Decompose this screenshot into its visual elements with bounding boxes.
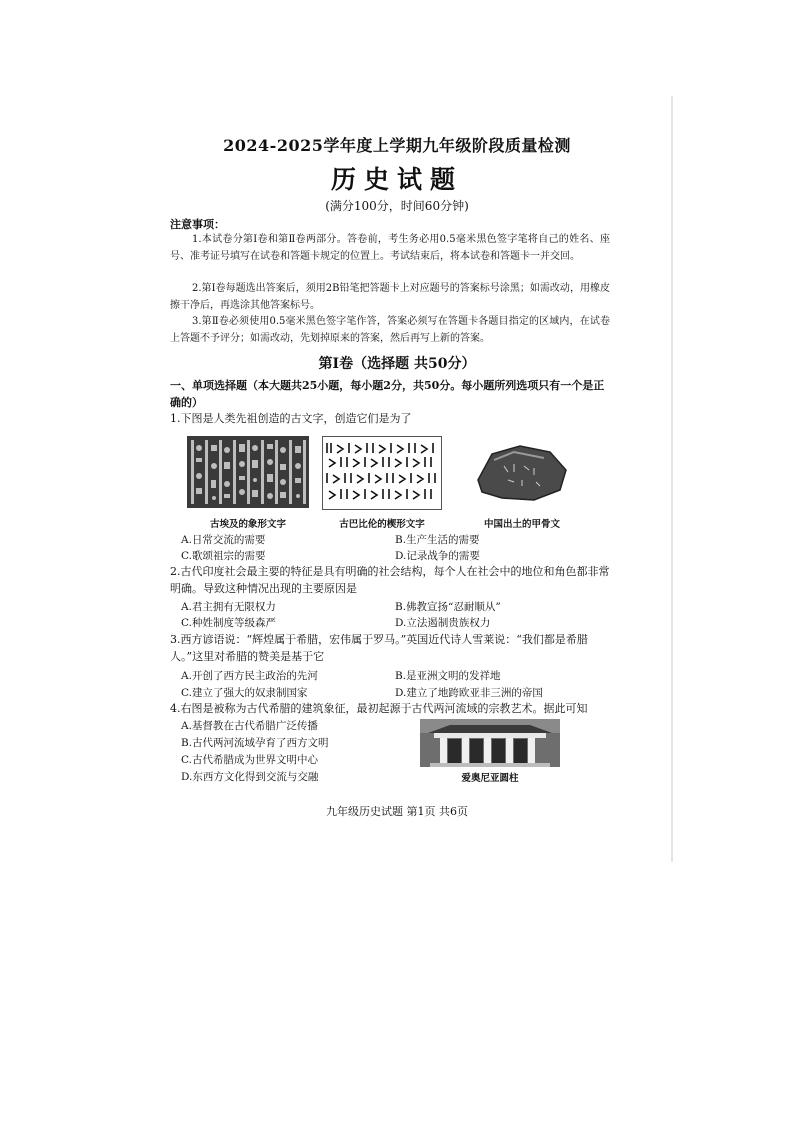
question-3-stem: 3.西方谚语说：“辉煌属于希腊，宏伟属于罗马。”英国近代诗人雪莱说：“我们都是希腊人。”这里对希腊的赞美是基于它	[170, 633, 588, 663]
q3-option-a: A.开创了西方民主政治的先河	[181, 670, 318, 682]
ionic-columns-image	[420, 719, 560, 767]
egyptian-hieroglyphs-image	[187, 436, 309, 508]
score-time: (满分100分，时间60分钟)	[325, 199, 469, 213]
q1-option-d: D.记录战争的需要	[395, 550, 480, 562]
q2-option-a: A.君主拥有无限权力	[181, 601, 276, 613]
question-4-stem: 4.右图是被称为古代希腊的建筑象征，最初起源于古代两河流域的宗教艺术。据此可知	[170, 702, 588, 715]
question-2-stem: 2.古代印度社会最主要的特征是具有明确的社会结构，每个人在社会中的地位和角色都非常明确。导致这种情况出现的主要原因是	[170, 565, 610, 595]
q1-caption-egypt: 古埃及的象形文字	[209, 519, 286, 530]
q1-option-b: B.生产生活的需要	[395, 534, 480, 546]
notice-item-2: 2.第Ⅰ卷每题选出答案后，须用2B铅笔把答题卡上对应题号的答案标号涂黑；如需改动，用橡皮擦干净后，再选涂其他答案标号。	[170, 283, 610, 311]
notice-item-3: 3.第Ⅱ卷必须使用0.5毫米黑色签字笔作答，答案必须写在答题卡各题目指定的区域内，在试卷上答题不予评分；如需改动，先划掉原来的答案，然后再写上新的答案。	[170, 316, 610, 344]
subject-title: 历史试题	[330, 165, 463, 194]
notice-heading: 注意事项：	[170, 218, 225, 231]
part-intro: 一、单项选择题（本大题共25小题，每小题2分，共50分。每小题所列选项只有一个是正确的）	[170, 379, 605, 409]
babylonian-cuneiform-image	[322, 436, 442, 510]
q2-option-b: B.佛教宣扬“忍耐顺从”	[395, 601, 501, 613]
notice-item-1: 1.本试卷分第Ⅰ卷和第Ⅱ卷两部分。答卷前，考生务必用0.5毫米黑色签字笔将自己的姓名、座号、准考证号填写在试卷和答题卡规定的位置上。考试结束后，将本试卷和答题卡一并交回。	[170, 234, 610, 262]
q4-caption: 爱奥尼亚圆柱	[461, 773, 519, 784]
q1-option-c: C.歌颂祖宗的需要	[181, 550, 266, 562]
q4-option-c: C.古代希腊成为世界文明中心	[181, 754, 318, 766]
section-title: 第Ⅰ卷（选择题 共50分）	[318, 356, 476, 372]
q3-option-d: D.建立了地跨欧亚非三洲的帝国	[395, 687, 543, 699]
question-1-stem: 1.下图是人类先祖创造的古文字，创造它们是为了	[170, 412, 412, 425]
q2-option-c: C.种姓制度等级森严	[181, 617, 276, 629]
q1-caption-china: 中国出土的甲骨文	[483, 519, 560, 530]
q2-option-d: D.立法遏制贵族权力	[395, 617, 491, 629]
q4-option-d: D.东西方文化得到交流与交融	[181, 771, 319, 783]
exam-title: 2024-2025学年度上学期九年级阶段质量检测	[223, 136, 571, 155]
oracle-bone-image	[474, 440, 570, 504]
q3-option-c: C.建立了强大的奴隶制国家	[181, 687, 308, 699]
page-footer: 九年级历史试题 第1页 共6页	[326, 805, 468, 818]
q4-option-a: A.基督教在古代希腊广泛传播	[181, 720, 318, 732]
q1-caption-babylon: 古巴比伦的楔形文字	[339, 519, 425, 530]
q4-option-b: B.古代两河流域孕育了西方文明	[181, 737, 329, 749]
q1-option-a: A.日常交流的需要	[181, 534, 266, 546]
q3-option-b: B.是亚洲文明的发祥地	[395, 670, 501, 682]
